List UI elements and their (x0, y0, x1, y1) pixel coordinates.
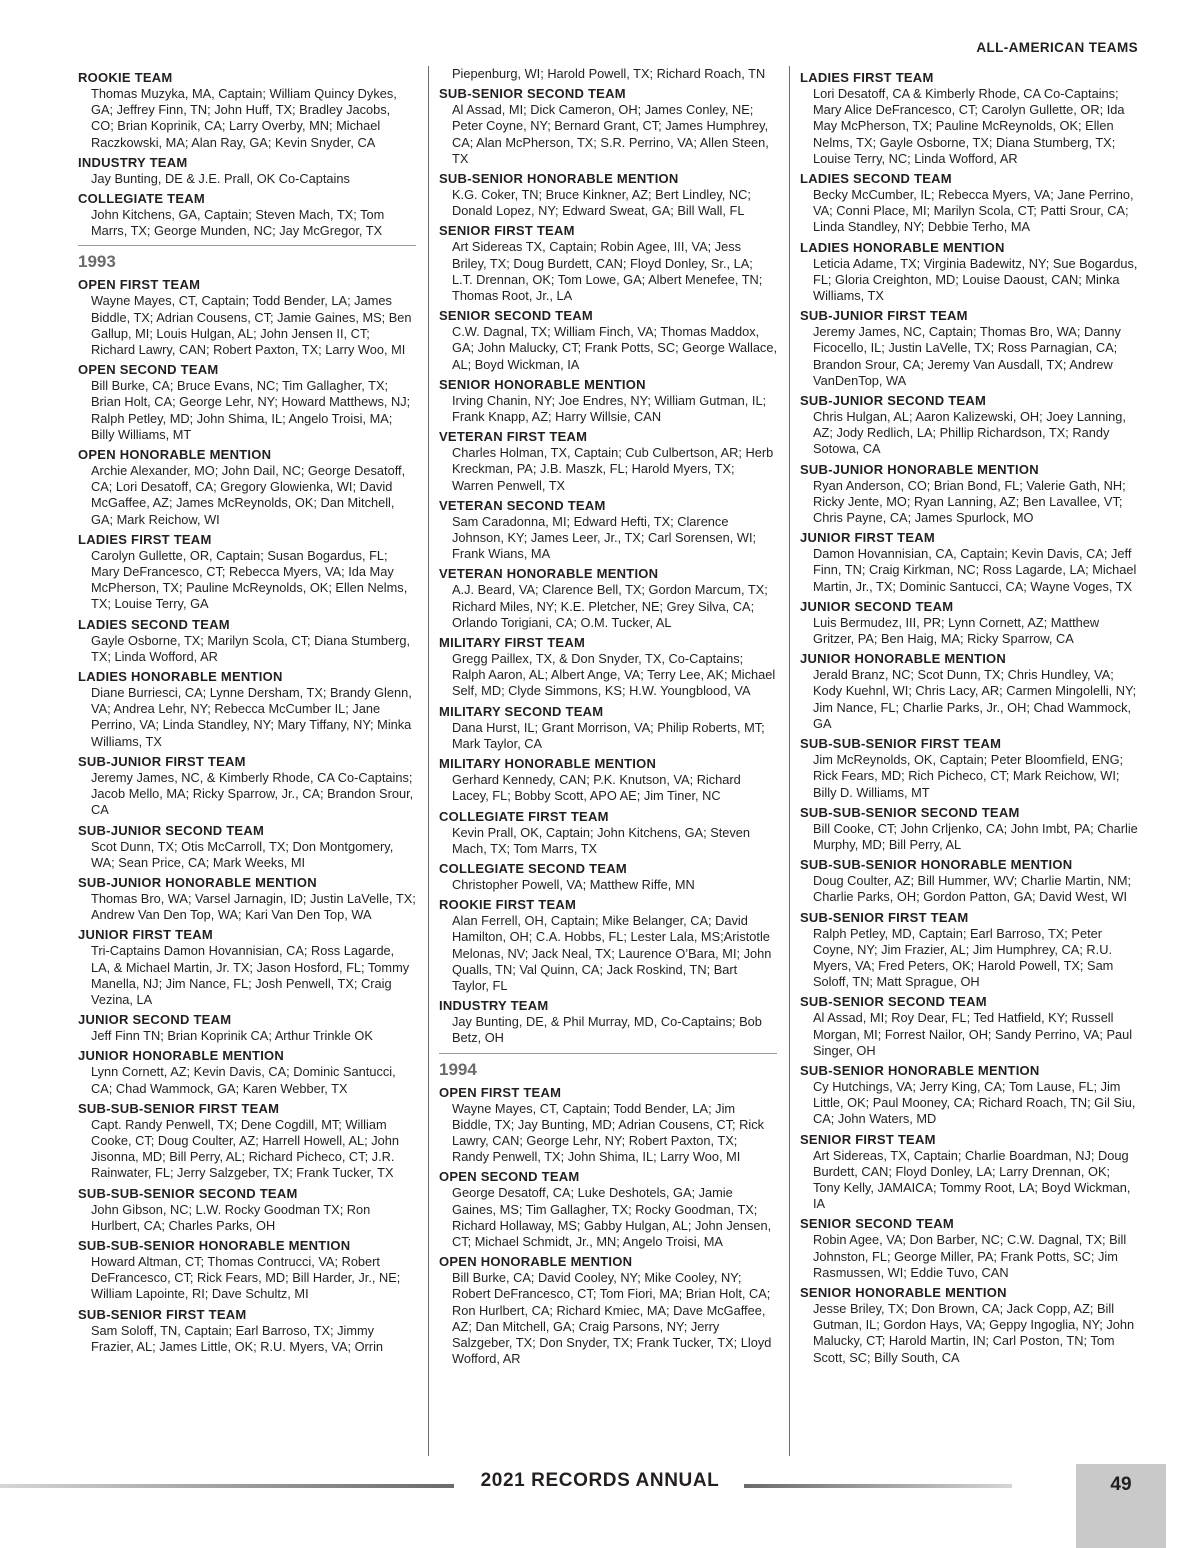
team-entry (800, 307, 1138, 389)
team-heading: INDUSTRY TEAM (78, 154, 188, 170)
team-heading: MILITARY FIRST TEAM (439, 635, 586, 651)
team-heading: SUB-SENIOR FIRST TEAM (78, 1306, 247, 1322)
team-entry (800, 909, 1138, 991)
team-heading: SUB-SUB-SENIOR SECOND TEAM (78, 1185, 298, 1201)
team-entry (439, 808, 777, 857)
team-entry (439, 170, 777, 219)
team-heading: SUB-SUB-SENIOR HONORABLE MENTION (800, 857, 1073, 873)
team-heading: VETERAN HONORABLE MENTION (439, 566, 659, 582)
team-entry (439, 755, 777, 804)
team-members: Gregg Paillex, TX, & Don Snyder, TX, Co-Captains; Ralph Aaron, AL; Albert Ange, VA; Terry Lee, AK; Michael Self, MD; Clyde Simmons, KS; H.W. Youngblood, VA (452, 651, 776, 699)
team-heading: LADIES HONORABLE MENTION (800, 239, 1005, 255)
team-members: Thomas Bro, WA; Varsel Jarnagin, ID; Justin LaVelle, TX; Andrew Van Den Top, WA; Kari Van Den Top, WA (91, 890, 416, 923)
team-heading: SUB-JUNIOR HONORABLE MENTION (78, 874, 317, 890)
team-heading: LADIES SECOND TEAM (800, 171, 952, 187)
team-members: Jay Bunting, DE & J.E. Prall, OK Co-Captains (91, 170, 350, 186)
team-entry (439, 222, 777, 304)
team-heading: OPEN SECOND TEAM (439, 1169, 580, 1185)
team-members: Luis Bermudez, III, PR; Lynn Cornett, AZ; Matthew Gritzer, PA; Ben Haig, MA; Ricky Sparrow, CA (813, 614, 1100, 647)
footer-rule-left (0, 1484, 454, 1488)
team-entry (439, 634, 777, 700)
team-members: Art Sidereas TX, Captain; Robin Agee, III, VA; Jess Briley, TX; Doug Burdett, CAN; Floyd Donley, Sr., LA; L.T. Drennan, OK; Tom Lowe, GA; Albert Menefee, TN; Thomas Root, Jr., LA (452, 239, 763, 304)
team-entry (800, 650, 1138, 732)
team-heading: JUNIOR SECOND TEAM (800, 598, 954, 614)
team-members: Jesse Briley, TX; Don Brown, CA; Jack Copp, AZ; Bill Gutman, IL; Gordon Hays, VA; Geppy Ingoglia, NY; John Malucky, CT; Harold Martin, IN; Carl Poston, TN; Tom Scott, SC; Billy South, CA (813, 1300, 1135, 1365)
team-heading: SENIOR SECOND TEAM (800, 1216, 955, 1232)
team-entry (800, 69, 1138, 167)
team-heading: SUB-SENIOR FIRST TEAM (800, 909, 969, 925)
running-head: ALL-AMERICAN TEAMS (976, 40, 1138, 55)
team-heading: OPEN FIRST TEAM (439, 1084, 562, 1100)
team-heading: ROOKIE TEAM (78, 70, 173, 85)
year-heading: 1994 (439, 1053, 777, 1081)
team-entry (439, 66, 777, 82)
team-entry (800, 804, 1138, 853)
team-heading: SUB-SENIOR SECOND TEAM (800, 994, 987, 1010)
team-members: John Kitchens, GA, Captain; Steven Mach, TX; Tom Marrs, TX; George Munden, NC; Jay McGregor, TX (91, 207, 385, 239)
team-entry (439, 1084, 777, 1166)
team-members: Wayne Mayes, CT, Captain; Todd Bender, LA; Jim Biddle, TX; Jay Bunting, MD; Adrian Cousens, CT; Rick Lawry, CAN; George Lehr, NY; Robert Paxton, TX; Randy Penwell, TX; John Shima, IL; Larry Woo, MI (452, 1100, 764, 1165)
team-members: Bill Burke, CA; Bruce Evans, NC; Tim Gallagher, TX; Brian Holt, CA; George Lehr, NY; Howard Matthews, NJ; Ralph Petley, MD; John Shima, IL; Angelo Troisi, MA; Billy Williams, MT (91, 378, 411, 442)
team-entry (78, 753, 416, 819)
team-members: Cy Hutchings, VA; Jerry King, CA; Tom Lause, FL; Jim Little, OK; Paul Mooney, CA; Richard Roach, TN; Gil Siu, CA; John Waters, MD (813, 1078, 1136, 1127)
team-entry (78, 616, 416, 665)
team-heading: SUB-JUNIOR FIRST TEAM (800, 308, 968, 324)
team-members: George Desatoff, CA; Luke Deshotels, GA; Jamie Gaines, MS; Tim Gallagher, TX; Rocky Goodman, TX; Richard Hollaway, MS; Gabby Hulgan, AL; John Jensen, CT; Michael Schmidt, Jr., MN; Angelo Troisi, MA (452, 1185, 772, 1249)
team-entry (439, 703, 777, 752)
team-members: Archie Alexander, MO; John Dail, NC; George Desatoff, CA; Lori Desatoff, CA; Gregory Glowienka, WI; David McGaffee, AZ; James McReynolds, OK; Dan Mitchell, GA; Mark Reichow, WI (91, 463, 406, 527)
team-members: Al Assad, MI; Dick Cameron, OH; James Conley, NE; Peter Coyne, NY; Bernard Grant, CT; James Humphrey, CA; Alan McPherson, TX; S.R. Perrino, VA; Allen Steen, TX (452, 102, 769, 166)
team-entry (78, 154, 416, 187)
team-heading: OPEN FIRST TEAM (78, 277, 201, 293)
team-heading: INDUSTRY TEAM (439, 998, 549, 1014)
team-heading: OPEN HONORABLE MENTION (439, 1254, 633, 1270)
team-heading: SUB-SENIOR HONORABLE MENTION (800, 1062, 1040, 1078)
column-1 (78, 66, 416, 1355)
team-members: Art Sidereas, TX, Captain; Charlie Boardman, NJ; Doug Burdett, CAN; Floyd Donley, LA; Larry Drennan, OK; Tony Kelly, JAMAICA; Tommy Root, LA; Boyd Wickman, IA (813, 1147, 1131, 1212)
team-entry (800, 856, 1138, 905)
team-heading: JUNIOR HONORABLE MENTION (800, 651, 1007, 667)
team-entry (78, 1100, 416, 1182)
team-heading: SENIOR HONORABLE MENTION (800, 1284, 1007, 1300)
team-entry (78, 926, 416, 1008)
team-members: John Gibson, NC; L.W. Rocky Goodman TX; Ron Hurlbert, CA; Charles Parks, OH (91, 1201, 371, 1233)
team-members: Alan Ferrell, OH, Captain; Mike Belanger, CA; David Hamilton, OH; C.A. Hobbs, FL; Lester Lala, MS;Aristotle Melonas, NV; Jack Neal, TX; Laurence O’Bara, MI; John Qualls, TN; Val Quinn, CA; Jack Roskind, TN; Bart Taylor, FL (452, 913, 772, 993)
team-heading: SUB-SENIOR HONORABLE MENTION (439, 171, 679, 187)
team-members: Capt. Randy Penwell, TX; Dene Cogdill, MT; William Cooke, CT; Doug Coulter, AZ; Harrell Howell, AL; John Jisonna, MD; Bill Perry, AL; Richard Picheco, CT; J.R. Rainwater, FL; Jerry Salzgeber, TX; Frank Tucker, TX (91, 1116, 399, 1181)
team-members: Tri-Captains Damon Hovannisian, CA; Ross Lagarde, LA, & Michael Martin, Jr. TX; Jason Hosford, FL; Tommy Manella, NJ; Jim Nance, FL; Josh Penwell, TX; Craig Vezina, LA (91, 943, 410, 1007)
team-entry (78, 190, 416, 239)
team-entry (78, 1185, 416, 1234)
team-entry (439, 565, 777, 631)
team-members: Robin Agee, VA; Don Barber, NC; C.W. Dagnal, TX; Bill Johnston, FL; George Miller, PA; Frank Potts, SC; Jim Rasmussen, WI; Eddie Tuvo, CAN (813, 1232, 1127, 1280)
team-entry (439, 1253, 777, 1367)
team-members: Ralph Petley, MD, Captain; Earl Barroso, TX; Peter Coyne, NY; Jim Frazier, AL; Jim Humphrey, CA; R.U. Myers, VA; Fred Peters, OK; Harold Powell, TX; Sam Soloff, TN; Matt Sprague, OH (813, 925, 1114, 990)
team-heading: JUNIOR FIRST TEAM (800, 530, 935, 546)
team-entry (800, 392, 1138, 458)
team-entry (439, 428, 777, 494)
team-members: Thomas Muzyka, MA, Captain; William Quincy Dykes, GA; Jeffrey Finn, TN; John Huff, TX; Bradley Jacobs, CO; Brian Koprinik, CA; Larry Overby, MN; Michael Raczkowski, MA; Alan Ray, GA; Kevin Snyder, CA (91, 86, 397, 150)
page-number: 49 (1110, 1474, 1132, 1495)
team-heading: COLLEGIATE TEAM (78, 191, 206, 207)
team-entry (439, 307, 777, 373)
footer-rule-right (744, 1484, 1012, 1488)
team-heading: LADIES FIRST TEAM (800, 70, 934, 85)
team-members: Scot Dunn, TX; Otis McCarroll, TX; Don Montgomery, WA; Sean Price, CA; Mark Weeks, MI (91, 838, 394, 870)
column-divider (789, 66, 790, 1456)
team-heading: SENIOR HONORABLE MENTION (439, 376, 646, 392)
team-entry (78, 276, 416, 358)
team-heading: SUB-JUNIOR SECOND TEAM (78, 822, 265, 838)
team-entry (439, 860, 777, 893)
team-heading: SUB-SUB-SENIOR FIRST TEAM (78, 1100, 280, 1116)
column-2 (439, 66, 777, 1367)
team-members: Wayne Mayes, CT, Captain; Todd Bender, LA; James Biddle, TX; Adrian Cousens, CT; Jamie Gaines, MS; Ben Gallup, MI; Louis Hulgan, AL; John Jensen II, CT; Richard Lawry, CAN; Robert Paxton, TX; Larry Woo, MI (91, 293, 412, 358)
team-members: Chris Hulgan, AL; Aaron Kalizewski, OH; Joey Lanning, AZ; Jody Redlich, LA; Phillip Richardson, TX; Randy Sotowa, CA (813, 409, 1126, 457)
team-heading: SENIOR FIRST TEAM (800, 1131, 936, 1147)
team-members: Carolyn Gullette, OR, Captain; Susan Bogardus, FL; Mary DeFrancesco, CT; Rebecca Myers, VA; Ida May McPherson, TX; Pauline McReynolds, OK; Ellen Nelms, TX; Louise Terry, GA (91, 547, 408, 612)
team-members: Kevin Prall, OK, Captain; John Kitchens, GA; Steven Mach, TX; Tom Marrs, TX (452, 824, 751, 856)
team-heading: SUB-SUB-SENIOR HONORABLE MENTION (78, 1237, 351, 1253)
team-members: Howard Altman, CT; Thomas Contrucci, VA; Robert DeFrancesco, CT; Rick Fears, MD; Bill Harder, Jr., NE; William Lapointe, RI; Dave Schultz, MI (91, 1253, 401, 1302)
team-entry (800, 170, 1138, 236)
team-entry (800, 1131, 1138, 1213)
team-heading: LADIES FIRST TEAM (78, 531, 212, 547)
team-members: C.W. Dagnal, TX; William Finch, VA; Thomas Maddox, GA; John Malucky, CT; Frank Potts, SC; George Wallace, AL; Boyd Wickman, IA (452, 324, 778, 372)
team-members: Bill Cooke, CT; John Crljenko, CA; John Imbt, PA; Charlie Murphy, MD; Bill Perry, AL (813, 820, 1138, 852)
team-heading: SENIOR SECOND TEAM (439, 308, 594, 324)
column-divider (428, 66, 429, 1456)
team-members: Lynn Cornett, AZ; Kevin Davis, CA; Dominic Santucci, CA; Chad Wammock, GA; Karen Webber, TX (91, 1064, 396, 1096)
team-members: Al Assad, MI; Roy Dear, FL; Ted Hatfield, KY; Russell Morgan, MI; Forrest Nailor, OH; Sandy Perrino, VA; Paul Singer, OH (813, 1010, 1133, 1058)
team-members: Sam Soloff, TN, Captain; Earl Barroso, TX; Jimmy Frazier, AL; James Little, OK; R.U. Myers, VA; Orrin (91, 1322, 384, 1354)
team-heading: JUNIOR HONORABLE MENTION (78, 1048, 285, 1064)
team-heading: OPEN SECOND TEAM (78, 362, 219, 378)
team-entry (78, 822, 416, 871)
team-members: Damon Hovannisian, CA, Captain; Kevin Davis, CA; Jeff Finn, TN; Craig Kirkman, NC; Ross Lagarde, LA; Michael Martin, Jr., TX; Dominic Santucci, CA; Wayne Voges, TX (813, 546, 1137, 594)
team-members: Jerald Branz, NC; Scot Dunn, TX; Chris Hundley, VA; Kody Kuehnl, WI; Chris Lacy, AR; Carmen Mingolelli, NY; Jim Nance, FL; Charlie Parks, Jr., OH; Chad Wammock, GA (813, 667, 1137, 731)
team-entry (800, 735, 1138, 801)
team-members: Christopher Powell, VA; Matthew Riffe, MN (452, 876, 695, 892)
team-entry (78, 1047, 416, 1096)
team-entry (439, 85, 777, 167)
team-members: A.J. Beard, VA; Clarence Bell, TX; Gordon Marcum, TX; Richard Miles, NY; K.E. Pletcher, NE; Grey Silva, CA; Orlando Torigiani, CA; O.M. Tucker, AL (452, 582, 768, 630)
team-members: Charles Holman, TX, Captain; Cub Culbertson, AR; Herb Kreckman, PA; J.B. Maszk, FL; Harold Myers, TX; Warren Penwell, TX (452, 445, 774, 493)
team-entry (78, 531, 416, 613)
team-entry (439, 896, 777, 994)
team-entry (439, 997, 777, 1046)
team-members: Irving Chanin, NY; Joe Endres, NY; William Gutman, IL; Frank Knapp, AZ; Harry Willsie, CAN (452, 392, 767, 425)
team-entry (800, 993, 1138, 1059)
year-heading: 1993 (78, 245, 416, 273)
team-heading: LADIES HONORABLE MENTION (78, 669, 283, 685)
team-heading: SUB-SUB-SENIOR FIRST TEAM (800, 736, 1002, 752)
team-members: Lori Desatoff, CA & Kimberly Rhode, CA Co-Captains; Mary Alice DeFrancesco, CT; Carolyn Gullette, OR; Ida May McPherson, TX; Pauline McReynolds, OK; Ellen Nelms, TX; Gayle Osborne, TX; Diana Stumberg, TX; Louise Terry, NC; Linda Wofford, AR (813, 86, 1125, 166)
team-heading: COLLEGIATE FIRST TEAM (439, 808, 609, 824)
team-members: Leticia Adame, TX; Virginia Badewitz, NY; Sue Bogardus, FL; Gloria Creighton, MD; Louise Daoust, CAN; Minka Williams, TX (813, 255, 1138, 304)
team-entry (800, 1284, 1138, 1366)
team-members: Jim McReynolds, OK, Captain; Peter Bloomfield, ENG; Rick Fears, MD; Rich Picheco, CT; Mark Reichow, WI; Billy D. Williams, MT (813, 752, 1124, 800)
team-members: Jeff Finn TN; Brian Koprinik CA; Arthur Trinkle OK (91, 1028, 373, 1044)
team-heading: SUB-SUB-SENIOR SECOND TEAM (800, 804, 1020, 820)
team-entry (800, 598, 1138, 647)
team-members: Doug Coulter, AZ; Bill Hummer, WV; Charlie Martin, NM; Charlie Parks, OH; Gordon Patton, GA; David West, WI (813, 873, 1132, 905)
team-heading: VETERAN FIRST TEAM (439, 429, 588, 445)
team-members: Gayle Osborne, TX; Marilyn Scola, CT; Diana Stumberg, TX; Linda Wofford, AR (91, 632, 411, 664)
team-entry (78, 69, 416, 151)
team-heading: VETERAN SECOND TEAM (439, 497, 606, 513)
team-entry (78, 361, 416, 443)
team-entry (800, 529, 1138, 595)
team-members: Dana Hurst, IL; Grant Morrison, VA; Philip Roberts, MT; Mark Taylor, CA (452, 719, 765, 751)
team-heading: SENIOR FIRST TEAM (439, 223, 575, 239)
team-heading: JUNIOR FIRST TEAM (78, 927, 213, 943)
team-members: Jay Bunting, DE, & Phil Murray, MD, Co-Captains; Bob Betz, OH (452, 1014, 762, 1046)
team-entry (78, 1306, 416, 1355)
team-entry (800, 1215, 1138, 1281)
team-heading: SUB-JUNIOR SECOND TEAM (800, 393, 987, 409)
team-entry (800, 239, 1138, 305)
team-members: Diane Burriesci, CA; Lynne Dersham, TX; Brandy Glenn, VA; Andrea Lehr, NY; Rebecca McCumber IL; Jane Perrino, VA; Linda Standley, NY; Mary Tiffany, NY; Minka Williams, TX (91, 685, 412, 749)
team-heading: SUB-SENIOR SECOND TEAM (439, 86, 626, 102)
team-members: Piepenburg, WI; Harold Powell, TX; Richard Roach, TN (452, 66, 766, 81)
team-heading: JUNIOR SECOND TEAM (78, 1012, 232, 1028)
team-members: Ryan Anderson, CO; Brian Bond, FL; Valerie Gath, NH; Ricky Jente, MO; Ryan Lanning, AZ; Ben Lavallee, VT; Chris Payne, CA; James Spurlock, MO (813, 477, 1126, 526)
column-3 (800, 66, 1138, 1366)
team-heading: MILITARY SECOND TEAM (439, 703, 604, 719)
team-members: Bill Burke, CA; David Cooley, NY; Mike Cooley, NY; Robert DeFrancesco, CT; Tom Fiori, MA; Brian Holt, CA; Ron Hurlbert, CA; Richard Kmiec, MA; Dave McGaffee, AZ; Dan Mitchell, GA; Craig Parsons, NY; Jerry Salzgeber, TX; Don Snyder, TX; Frank Tucker, TX; Lloyd Wofford, AR (452, 1270, 772, 1367)
team-entry (78, 1011, 416, 1044)
team-entry (78, 668, 416, 750)
team-heading: SUB-JUNIOR FIRST TEAM (78, 753, 246, 769)
team-heading: MILITARY HONORABLE MENTION (439, 756, 657, 772)
team-heading: ROOKIE FIRST TEAM (439, 897, 577, 913)
footer-title: 2021 RECORDS ANNUAL (480, 1470, 720, 1491)
team-members: Jeremy James, NC, & Kimberly Rhode, CA Co-Captains; Jacob Mello, MA; Ricky Sparrow, Jr., CA; Brandon Srour, CA (91, 769, 414, 818)
team-entry (800, 461, 1138, 527)
team-entry (78, 446, 416, 528)
team-members: Jeremy James, NC, Captain; Thomas Bro, WA; Danny Ficocello, IL; Justin LaVelle, TX; Ross Parnagian, CA; Brandon Srour, CA; Jeremy Van Ausdall, TX; Andrew VanDenTop, WA (813, 324, 1121, 388)
team-heading: LADIES SECOND TEAM (78, 616, 230, 632)
team-entry (439, 497, 777, 563)
team-entry (800, 1062, 1138, 1128)
team-members: K.G. Coker, TN; Bruce Kinkner, AZ; Bert Lindley, NC; Donald Lopez, NY; Edward Sweat, GA; Bill Wall, FL (452, 187, 751, 219)
team-members: Gerhard Kennedy, CAN; P.K. Knutson, VA; Richard Lacey, FL; Bobby Scott, APO AE; Jim Tiner, NC (452, 772, 741, 804)
team-members: Becky McCumber, IL; Rebecca Myers, VA; Jane Perrino, VA; Conni Place, MI; Marilyn Scola, CT; Patti Srour, CA; Linda Standley, NY; Debbie Terho, MA (813, 187, 1134, 235)
team-entry (78, 1237, 416, 1303)
team-entry (439, 1168, 777, 1250)
team-members: Sam Caradonna, MI; Edward Hefti, TX; Clarence Johnson, KY; James Leer, Jr., TX; Carl Sorensen, WI; Frank Wians, MA (452, 513, 757, 562)
team-heading: COLLEGIATE SECOND TEAM (439, 860, 627, 876)
team-heading: OPEN HONORABLE MENTION (78, 447, 272, 463)
team-entry (78, 874, 416, 923)
team-entry (439, 376, 777, 425)
team-heading: SUB-JUNIOR HONORABLE MENTION (800, 461, 1039, 477)
